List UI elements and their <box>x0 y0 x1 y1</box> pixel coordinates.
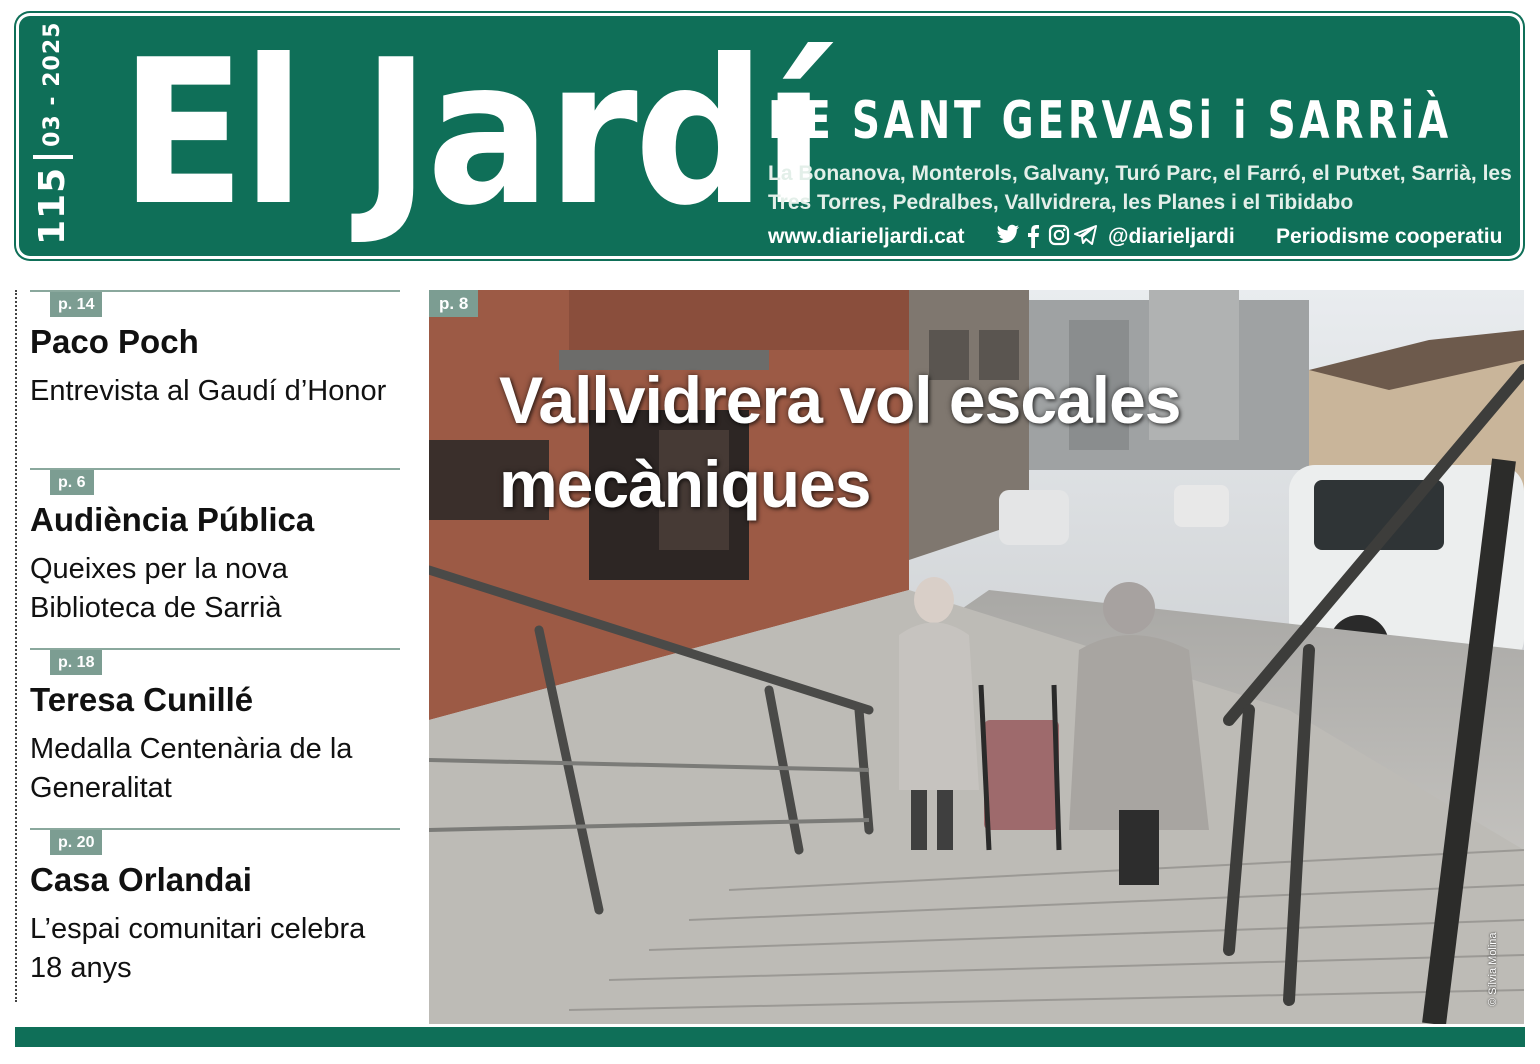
cover-page-tag: p. 8 <box>429 290 478 317</box>
article-page-tag: p. 6 <box>50 470 94 495</box>
social-handle[interactable]: @diarieljardi <box>1108 225 1235 248</box>
issue-number: 115 <box>32 166 73 245</box>
issue-date: 03 - 2025 <box>40 21 65 147</box>
article-teaser[interactable] <box>30 828 402 998</box>
article-description: Entrevista al Gaudí d’Honor <box>30 375 387 407</box>
cover-headline[interactable]: Vallvidrera vol escales mecàniques <box>499 363 1181 521</box>
article-page-tag: p. 14 <box>50 292 102 317</box>
article-title[interactable]: Casa Orlandai <box>30 861 252 898</box>
article-title[interactable]: Paco Poch <box>30 323 199 360</box>
footer-bar <box>15 1027 1525 1047</box>
cover-photo[interactable] <box>429 290 1524 1024</box>
article-teaser[interactable] <box>30 648 402 818</box>
neighborhoods-list: La Bonanova, Monterols, Galvany, Turó Parc, el Farró, el Putxet, Sarrià, les Tres Torres, Pedralbes, Vallvidrera, les Planes i el Tibidabo <box>768 162 1512 214</box>
article-description: Queixes per la nova Biblioteca de Sarrià <box>30 553 288 624</box>
facebook-icon[interactable] <box>1022 224 1044 248</box>
newspaper-subtitle: DE SANT GERVASi i SARRiÀ <box>768 91 1452 151</box>
social-icons <box>996 224 1096 248</box>
website-link[interactable]: www.diarieljardi.cat <box>768 225 965 248</box>
telegram-icon[interactable] <box>1074 224 1096 248</box>
sidebar-dotted-rule <box>15 290 17 1002</box>
photo-credit: © Sílvia Molina <box>1487 932 1499 1006</box>
article-page-tag: p. 18 <box>50 650 102 675</box>
article-page-tag: p. 20 <box>50 830 102 855</box>
twitter-icon[interactable] <box>996 224 1018 248</box>
contact-row <box>768 225 1528 255</box>
newspaper-logo[interactable]: El Jardí <box>120 17 822 250</box>
article-teaser[interactable] <box>30 290 402 460</box>
instagram-icon[interactable] <box>1048 224 1070 248</box>
article-teaser[interactable] <box>30 468 402 638</box>
issue-divider <box>33 155 73 159</box>
issue-info <box>32 21 82 245</box>
tagline: Periodisme cooperatiu <box>1276 225 1503 248</box>
masthead <box>16 13 1523 259</box>
article-description: Medalla Centenària de la Generalitat <box>30 733 353 804</box>
article-title[interactable]: Audiència Pública <box>30 501 315 538</box>
article-description: L’espai comunitari celebra 18 anys <box>30 913 366 984</box>
article-title[interactable]: Teresa Cunillé <box>30 681 254 718</box>
